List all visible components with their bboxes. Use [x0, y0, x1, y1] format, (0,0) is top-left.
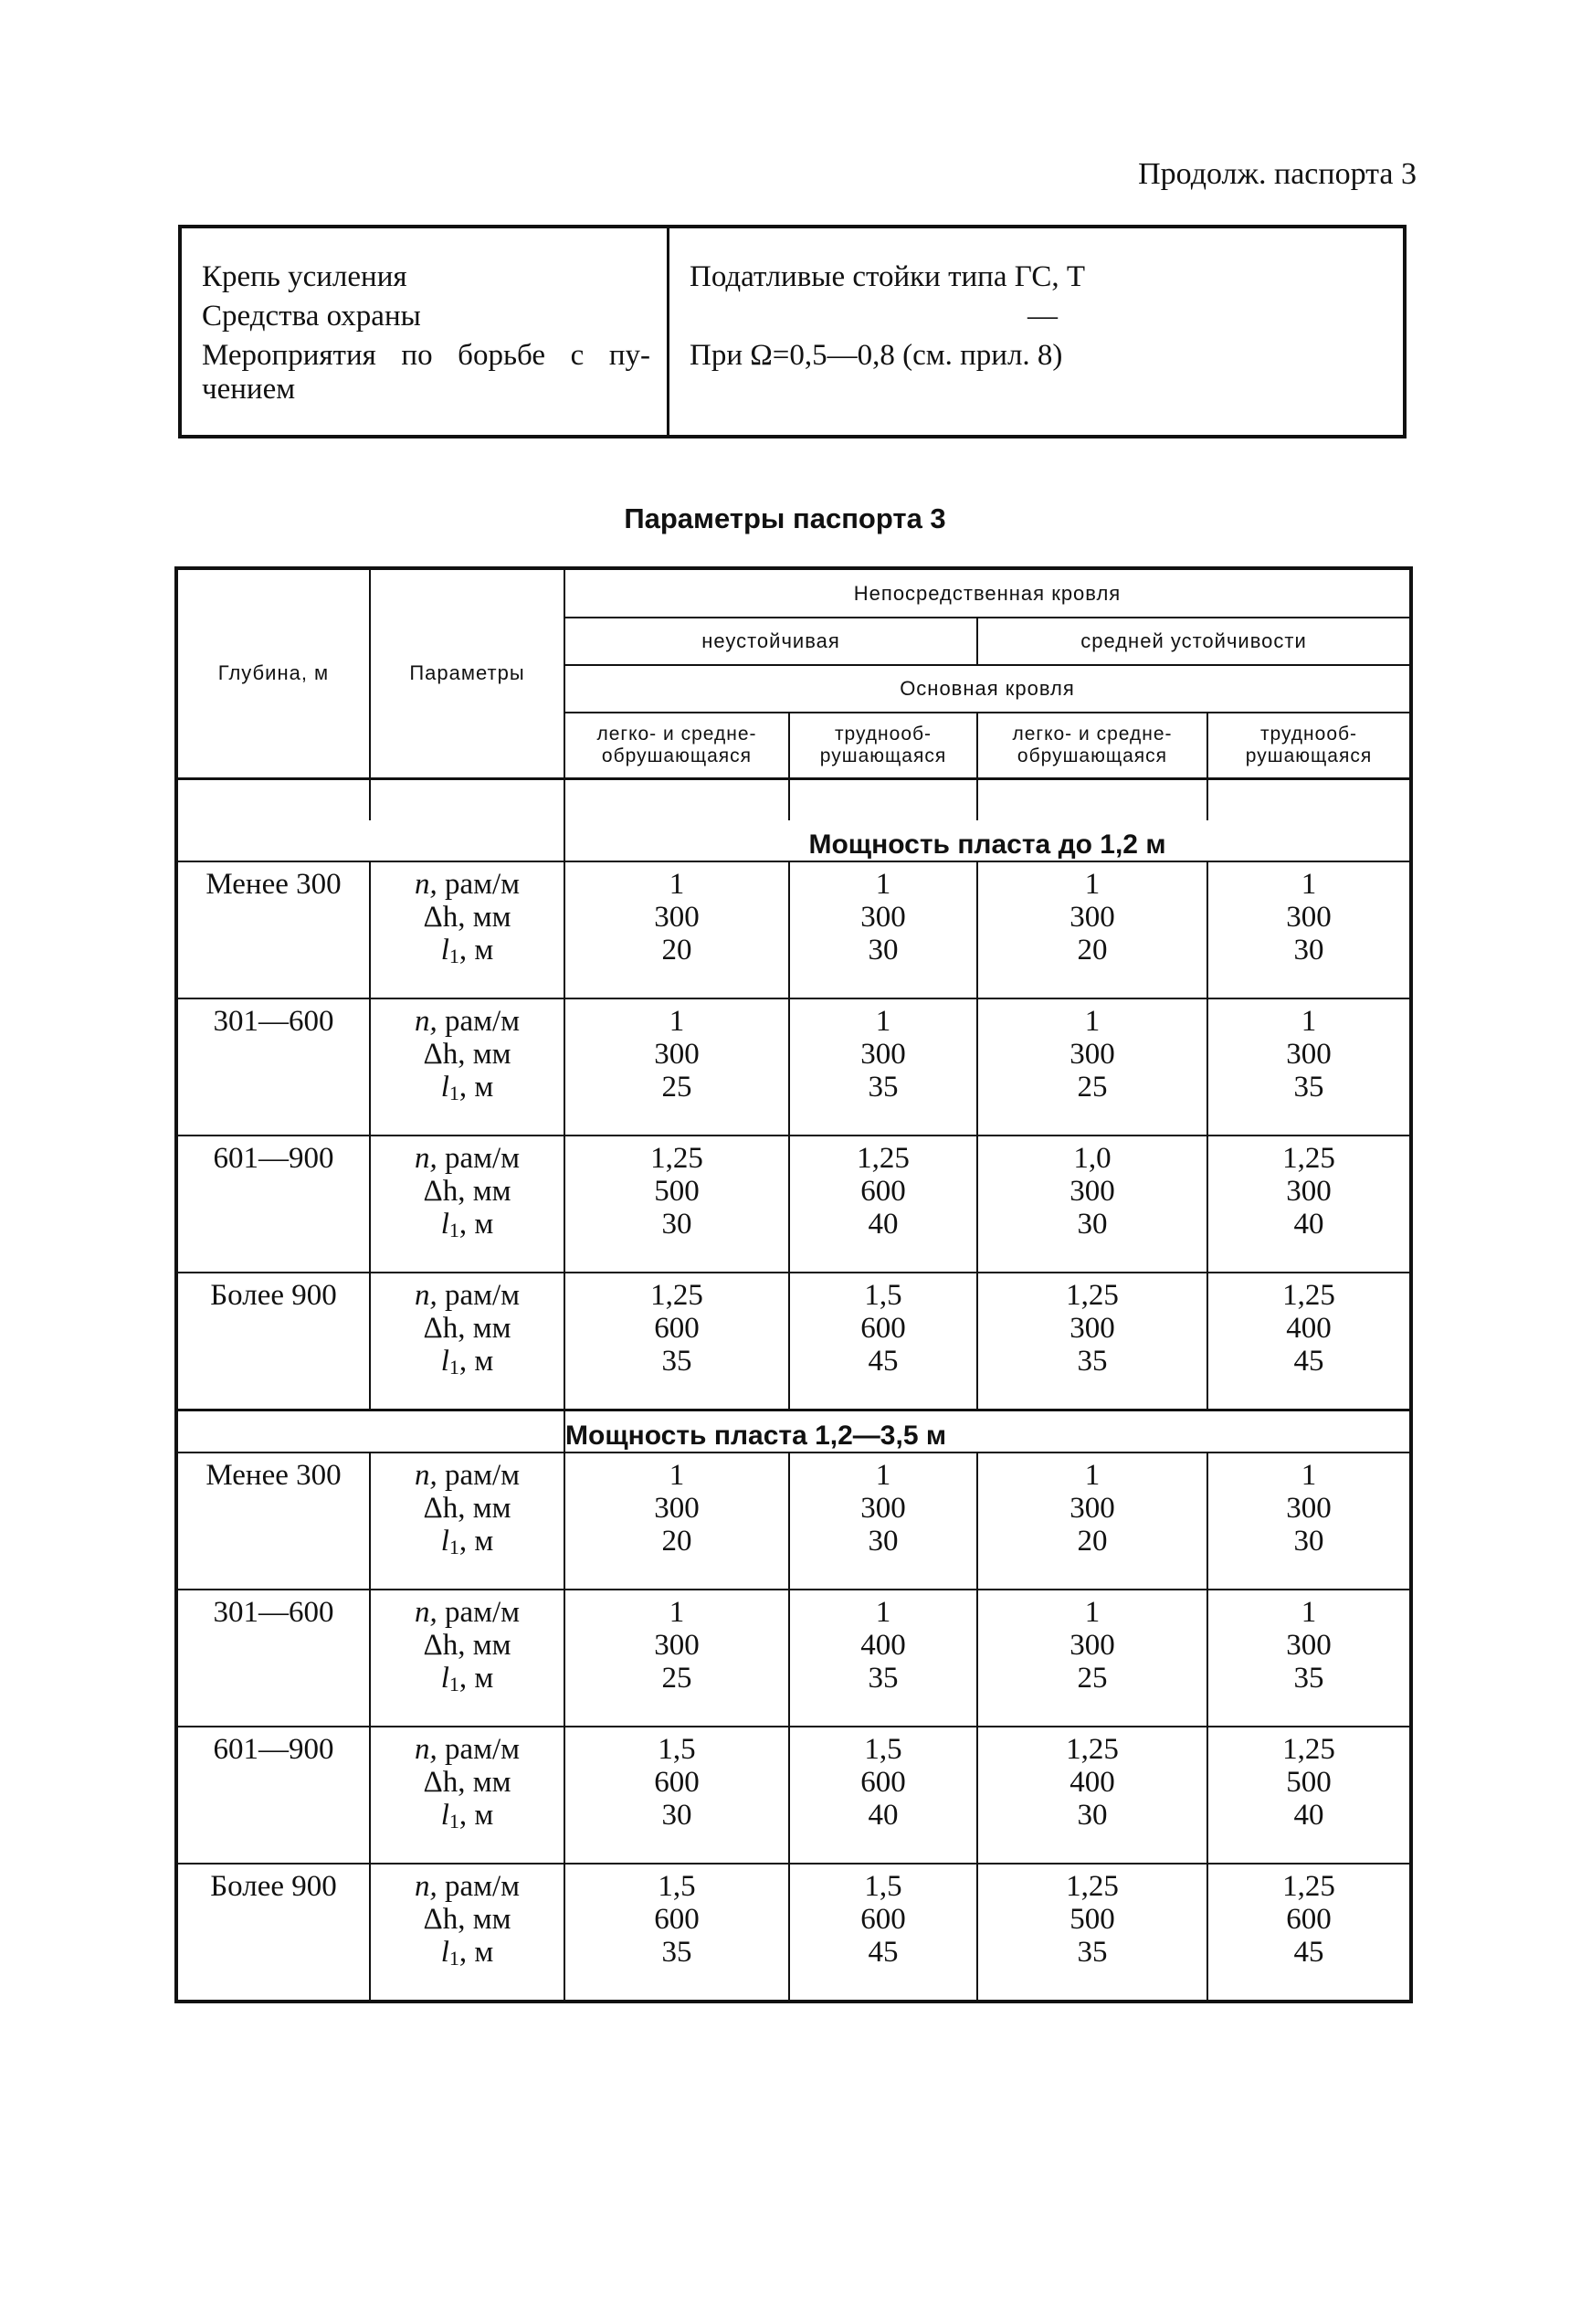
table-row [176, 861, 1411, 998]
value: 20 [661, 933, 692, 967]
value: 300 [1069, 1174, 1115, 1208]
section-row [176, 1410, 1411, 1452]
value: 600 [860, 1311, 906, 1345]
sub-hard-2b: рушающаяся [1245, 745, 1373, 766]
value: 35 [1293, 1661, 1324, 1695]
value-cell [1207, 1452, 1411, 1590]
header-unstable: неустойчивая [564, 618, 977, 665]
header-medium-stable: средней устойчивости [977, 618, 1411, 665]
param-n: n, рам/м [414, 1278, 521, 1312]
params-cell [370, 1864, 564, 2002]
param-l: l1, м [440, 1344, 494, 1379]
param-l: l1, м [440, 1524, 494, 1558]
value-cell [1207, 1864, 1411, 2002]
value: 30 [868, 1524, 899, 1558]
param-n: n, рам/м [414, 867, 521, 901]
value: 300 [654, 1628, 700, 1662]
value: 400 [860, 1628, 906, 1662]
params-cell [370, 1136, 564, 1273]
value: 20 [1077, 1524, 1108, 1558]
value-cell [977, 1452, 1207, 1590]
value-cell [789, 1727, 977, 1864]
value: 1 [1084, 1595, 1101, 1629]
depth-cell: Более 900 [176, 1864, 370, 2002]
info-right-line-3: При Ω=0,5—0,8 (см. прил. 8) [690, 339, 1063, 372]
value-cell [977, 1864, 1207, 2002]
section-row [176, 820, 1411, 861]
value-cell [564, 998, 789, 1136]
param-n: n, рам/м [414, 1004, 521, 1038]
value-cell [977, 861, 1207, 998]
section-filler [176, 820, 564, 861]
section-title: Мощность пласта 1,2—3,5 м [564, 1410, 1411, 1452]
header-sub-hard-2 [1207, 713, 1411, 778]
value: 1 [1084, 1458, 1101, 1492]
sub-easy-2b: обрушающаяся [1017, 745, 1168, 766]
sub-easy-1b: обрушающаяся [601, 745, 753, 766]
sub-hard-2a: труднооб- [1259, 723, 1358, 745]
value: 30 [661, 1207, 692, 1241]
value-cell [789, 1590, 977, 1727]
spacer-cell [176, 778, 370, 820]
value-cell [789, 1452, 977, 1590]
sub-easy-2a: легко- и средне- [1012, 723, 1173, 745]
value: 1,25 [1066, 1869, 1119, 1903]
value-cell [1207, 1136, 1411, 1273]
value: 30 [868, 933, 899, 967]
header-sub-easy-2 [977, 713, 1207, 778]
value: 1,5 [864, 1869, 902, 1903]
sub-easy-1a: легко- и средне- [596, 723, 757, 745]
param-dh: Δh, мм [423, 1628, 511, 1662]
value-cell [1207, 1590, 1411, 1727]
value: 1,25 [650, 1141, 703, 1175]
value: 20 [661, 1524, 692, 1558]
value: 300 [1069, 1311, 1115, 1345]
table-row [176, 1452, 1411, 1590]
value: 600 [1286, 1902, 1332, 1936]
table-row [176, 1273, 1411, 1410]
value: 400 [1286, 1311, 1332, 1345]
value: 300 [1069, 1628, 1115, 1662]
value: 1 [1301, 1595, 1317, 1629]
value: 1,25 [857, 1141, 910, 1175]
value: 25 [1077, 1661, 1108, 1695]
spacer-cell [1207, 778, 1411, 820]
value: 1 [669, 1595, 685, 1629]
value: 1,25 [1282, 1278, 1335, 1312]
params-cell [370, 1273, 564, 1410]
depth-cell: Менее 300 [176, 861, 370, 998]
value-cell [789, 861, 977, 998]
param-dh: Δh, мм [423, 1765, 511, 1799]
header-main-roof: Основная кровля [564, 665, 1411, 713]
value-cell [1207, 1273, 1411, 1410]
value: 300 [654, 1491, 700, 1525]
param-l: l1, м [440, 1798, 494, 1833]
param-n: n, рам/м [414, 1732, 521, 1766]
value: 1,25 [1282, 1732, 1335, 1766]
value: 1,5 [658, 1869, 696, 1903]
value: 1,25 [1282, 1141, 1335, 1175]
info-left-line-2: Средства охраны [202, 300, 421, 333]
value: 1,5 [658, 1732, 696, 1766]
value: 1 [669, 1004, 685, 1038]
value: 300 [1286, 1174, 1332, 1208]
value-cell [564, 1864, 789, 2002]
value: 35 [868, 1070, 899, 1104]
value: 45 [868, 1935, 899, 1969]
param-dh: Δh, мм [423, 1037, 511, 1071]
value: 40 [868, 1207, 899, 1241]
value-cell [1207, 998, 1411, 1136]
value: 600 [860, 1902, 906, 1936]
value: 300 [1069, 1037, 1115, 1071]
param-n: n, рам/м [414, 1595, 521, 1629]
value-cell [789, 1864, 977, 2002]
value-cell [564, 1273, 789, 1410]
value: 600 [654, 1902, 700, 1936]
spacer-cell [564, 778, 789, 820]
value-cell [977, 998, 1207, 1136]
value: 30 [1077, 1798, 1108, 1832]
value: 1 [875, 1458, 891, 1492]
value: 25 [1077, 1070, 1108, 1104]
value: 1 [1084, 1004, 1101, 1038]
param-dh: Δh, мм [423, 900, 511, 934]
depth-cell: Менее 300 [176, 1452, 370, 1590]
param-l: l1, м [440, 1935, 494, 1970]
depth-cell: 601—900 [176, 1136, 370, 1273]
param-l: l1, м [440, 1207, 494, 1241]
params-cell [370, 1452, 564, 1590]
value: 300 [1069, 1491, 1115, 1525]
value: 35 [661, 1344, 692, 1378]
value-cell [789, 1136, 977, 1273]
value: 1 [1301, 867, 1317, 901]
value: 1 [875, 1004, 891, 1038]
parameters-table [174, 566, 1413, 2003]
header-depth: Глубина, м [176, 568, 370, 778]
value: 40 [1293, 1798, 1324, 1832]
header-params: Параметры [370, 568, 564, 778]
value: 1,25 [1066, 1278, 1119, 1312]
param-dh: Δh, мм [423, 1902, 511, 1936]
value-cell [564, 1590, 789, 1727]
value: 35 [1293, 1070, 1324, 1104]
param-dh: Δh, мм [423, 1311, 511, 1345]
info-left-column [182, 228, 669, 435]
param-l: l1, м [440, 1661, 494, 1695]
value: 300 [654, 1037, 700, 1071]
info-left-line-3b: чением [202, 373, 296, 406]
params-cell [370, 1590, 564, 1727]
value: 300 [1286, 1037, 1332, 1071]
params-cell [370, 1727, 564, 1864]
value: 1,25 [650, 1278, 703, 1312]
value: 300 [860, 900, 906, 934]
table-row [176, 1590, 1411, 1727]
value: 1 [669, 1458, 685, 1492]
value: 35 [1077, 1344, 1108, 1378]
depth-cell: 601—900 [176, 1727, 370, 1864]
value: 400 [1069, 1765, 1115, 1799]
value: 300 [654, 900, 700, 934]
value: 1,25 [1066, 1732, 1119, 1766]
value: 1,0 [1073, 1141, 1112, 1175]
param-n: n, рам/м [414, 1869, 521, 1903]
value-cell [564, 1452, 789, 1590]
value: 1 [1301, 1458, 1317, 1492]
value: 600 [860, 1765, 906, 1799]
value: 1,25 [1282, 1869, 1335, 1903]
table-row [176, 998, 1411, 1136]
spacer-cell [370, 778, 564, 820]
sub-hard-1b: рушающаяся [819, 745, 947, 766]
value: 300 [1286, 1628, 1332, 1662]
value: 25 [661, 1070, 692, 1104]
param-dh: Δh, мм [423, 1174, 511, 1208]
table-row [176, 1864, 1411, 2002]
value: 35 [1077, 1935, 1108, 1969]
value: 300 [860, 1037, 906, 1071]
value: 600 [654, 1311, 700, 1345]
info-right-line-2: — [1027, 300, 1058, 333]
value: 300 [860, 1491, 906, 1525]
value: 1 [875, 867, 891, 901]
value: 45 [868, 1344, 899, 1378]
value-cell [564, 861, 789, 998]
value: 1,5 [864, 1732, 902, 1766]
depth-cell: Более 900 [176, 1273, 370, 1410]
info-right-column [669, 228, 1403, 435]
value-cell [1207, 861, 1411, 998]
spacer-cell [977, 778, 1207, 820]
param-l: l1, м [440, 1070, 494, 1104]
value: 1 [669, 867, 685, 901]
value: 35 [661, 1935, 692, 1969]
section-title: Мощность пласта до 1,2 м [564, 820, 1411, 861]
header-sub-easy-1 [564, 713, 789, 778]
param-n: n, рам/м [414, 1141, 521, 1175]
value: 500 [1286, 1765, 1332, 1799]
value: 30 [661, 1798, 692, 1832]
value: 600 [654, 1765, 700, 1799]
value: 30 [1293, 933, 1324, 967]
param-n: n, рам/м [414, 1458, 521, 1492]
header-sub-hard-1 [789, 713, 977, 778]
value: 500 [654, 1174, 700, 1208]
value-cell [977, 1136, 1207, 1273]
value: 45 [1293, 1935, 1324, 1969]
params-cell [370, 998, 564, 1136]
depth-cell: 301—600 [176, 1590, 370, 1727]
value: 20 [1077, 933, 1108, 967]
value-cell [789, 1273, 977, 1410]
value: 25 [661, 1661, 692, 1695]
info-left-line-3a: Мероприятия по борьбе с пу- [202, 339, 650, 372]
value: 300 [1069, 900, 1115, 934]
value: 35 [868, 1661, 899, 1695]
value-cell [977, 1727, 1207, 1864]
spacer-cell [789, 778, 977, 820]
value-cell [1207, 1727, 1411, 1864]
value-cell [564, 1136, 789, 1273]
header-immediate-roof: Непосредственная кровля [564, 568, 1411, 618]
param-l: l1, м [440, 933, 494, 967]
info-left-line-1: Крепь усиления [202, 260, 407, 293]
spacer-row [176, 778, 1411, 820]
value: 600 [860, 1174, 906, 1208]
value: 40 [868, 1798, 899, 1832]
value: 45 [1293, 1344, 1324, 1378]
table-row [176, 1727, 1411, 1864]
params-cell [370, 861, 564, 998]
value: 40 [1293, 1207, 1324, 1241]
value: 1 [875, 1595, 891, 1629]
table-title: Параметры паспорта 3 [624, 502, 946, 534]
value-cell [977, 1273, 1207, 1410]
value: 300 [1286, 1491, 1332, 1525]
table-row [176, 1136, 1411, 1273]
value: 1,5 [864, 1278, 902, 1312]
value-cell [564, 1727, 789, 1864]
value-cell [789, 998, 977, 1136]
depth-cell: 301—600 [176, 998, 370, 1136]
value: 500 [1069, 1902, 1115, 1936]
value: 300 [1286, 900, 1332, 934]
section-filler [176, 1410, 564, 1452]
param-dh: Δh, мм [423, 1491, 511, 1525]
value: 30 [1077, 1207, 1108, 1241]
sub-hard-1a: труднооб- [834, 723, 933, 745]
value: 1 [1301, 1004, 1317, 1038]
value: 30 [1293, 1524, 1324, 1558]
continuation-note: Продолж. паспорта 3 [1138, 157, 1417, 191]
info-table [178, 225, 1407, 438]
value-cell [977, 1590, 1207, 1727]
info-right-line-1: Податливые стойки типа ГС, Т [690, 260, 1086, 293]
value: 1 [1084, 867, 1101, 901]
